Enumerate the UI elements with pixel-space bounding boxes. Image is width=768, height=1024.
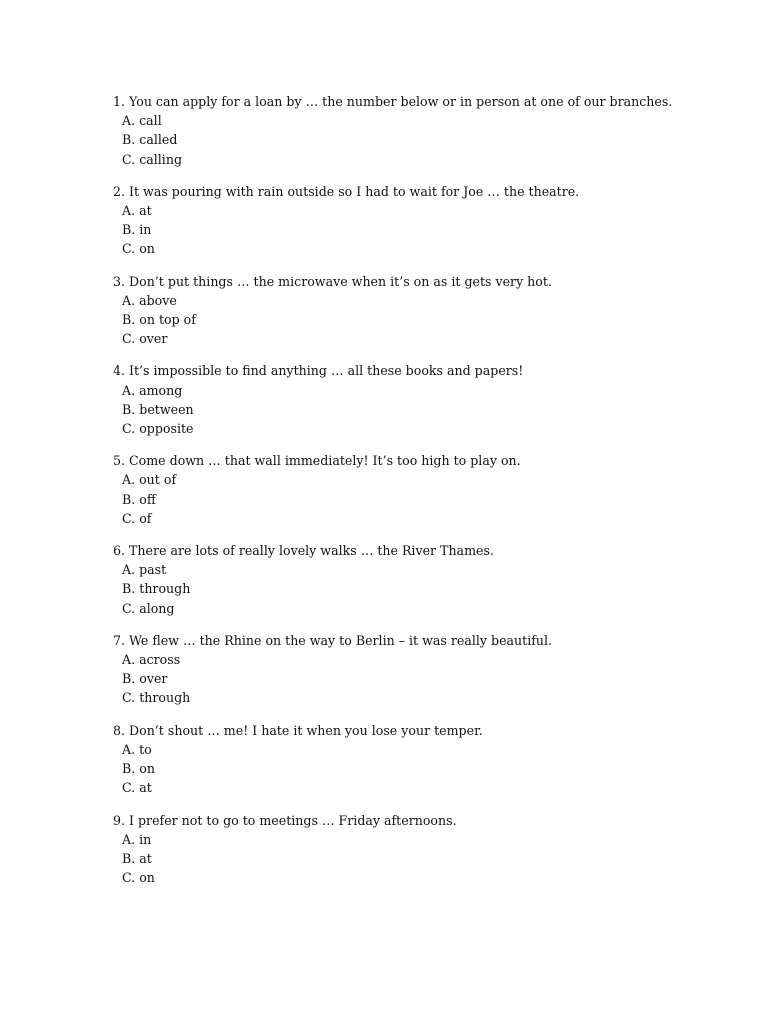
- answer-options: [113, 111, 733, 169]
- option-a: A. past: [122, 562, 167, 578]
- option-a: A. call: [122, 113, 162, 129]
- option-c: C. along: [122, 600, 175, 616]
- answer-options: [113, 201, 733, 259]
- answer-options: [113, 830, 733, 888]
- question-text: 1. You can apply for a loan by … the number below or in person at one of our branches.: [113, 94, 673, 109]
- option-b: B. through: [122, 581, 191, 597]
- option-c: C. of: [122, 510, 152, 526]
- answer-options: [113, 740, 733, 798]
- option-a: A. in: [122, 831, 152, 847]
- option-a: A. out of: [122, 472, 177, 488]
- quiz-questions: [113, 92, 733, 900]
- answer-options: [113, 650, 733, 708]
- question-6: [113, 541, 733, 618]
- question-text: 7. We flew … the Rhine on the way to Berlin – it was really beautiful.: [113, 632, 553, 648]
- option-a: A. to: [122, 741, 152, 757]
- option-b: B. between: [122, 401, 194, 417]
- option-a: A. among: [122, 382, 183, 398]
- answer-options: [113, 381, 733, 439]
- question-9: [113, 811, 733, 888]
- option-c: C. at: [122, 780, 152, 796]
- option-a: A. at: [122, 203, 152, 219]
- question-text: 8. Don’t shout … me! I hate it when you lose your temper.: [113, 722, 483, 738]
- option-b: B. at: [122, 850, 152, 866]
- question-1: [113, 92, 733, 169]
- question-text: 5. Come down … that wall immediately! It’s too high to play on.: [113, 453, 521, 469]
- answer-options: [113, 560, 733, 618]
- option-b: B. called: [122, 132, 178, 148]
- question-text: 9. I prefer not to go to meetings … Friday afternoons.: [113, 812, 457, 828]
- question-4: [113, 361, 733, 438]
- question-text: 6. There are lots of really lovely walks … the River Thames.: [113, 543, 494, 559]
- option-b: B. in: [122, 222, 152, 238]
- question-5: [113, 451, 733, 528]
- question-text: 4. It’s impossible to find anything … all these books and papers!: [113, 363, 524, 379]
- option-b: B. on: [122, 761, 155, 777]
- answer-options: [113, 470, 733, 528]
- question-2: [113, 182, 733, 259]
- option-c: C. on: [122, 241, 155, 257]
- option-b: B. on top of: [122, 312, 196, 328]
- question-8: [113, 721, 733, 798]
- option-a: A. across: [122, 652, 181, 668]
- question-text: 2. It was pouring with rain outside so I had to wait for Joe … the theatre.: [113, 183, 580, 199]
- answer-options: [113, 291, 733, 349]
- question-7: [113, 631, 733, 708]
- question-3: [113, 272, 733, 349]
- option-c: C. opposite: [122, 421, 194, 437]
- question-text: 3. Don’t put things … the microwave when it’s on as it gets very hot.: [113, 273, 552, 289]
- option-c: C. calling: [122, 151, 183, 167]
- option-b: B. over: [122, 671, 168, 687]
- option-c: C. on: [122, 870, 155, 886]
- option-c: C. through: [122, 690, 191, 706]
- option-b: B. off: [122, 491, 156, 507]
- option-a: A. above: [122, 292, 177, 308]
- option-c: C. over: [122, 331, 168, 347]
